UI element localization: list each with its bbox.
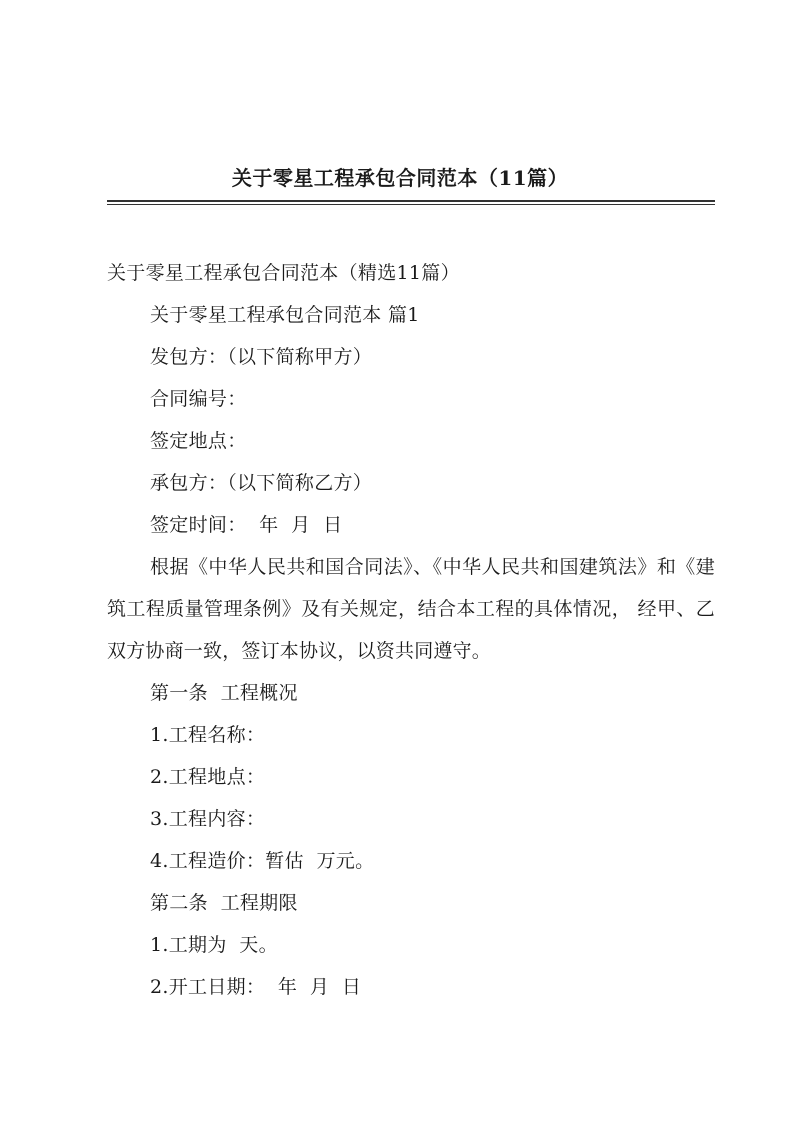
document-subtitle: 关于零星工程承包合同范本（精选11篇）: [107, 262, 460, 284]
field-contractor: 承包方：（以下简称乙方）: [150, 472, 373, 494]
article1-heading: 第一条 工程概况: [150, 682, 298, 704]
field-signing-place: 签定地点：: [150, 430, 247, 452]
section-heading: 关于零星工程承包合同范本 篇1: [150, 304, 420, 326]
article1-item-name: 1.工程名称：: [150, 724, 266, 746]
intro-paragraph: 根据《中华人民共和国合同法》、《中华人民共和国建筑法》和《建筑工程质量管理条例》及有关规定，结合本工程的具体情况， 经甲、乙双方协商一致，签订本协议，以资共同遵守。: [107, 556, 715, 662]
title-divider: [107, 200, 715, 205]
article1-item-cost: 4.工程造价：暂估 万元。: [150, 850, 375, 872]
document-body: [107, 252, 715, 1008]
article1-item-location: 2.工程地点：: [150, 766, 266, 788]
document-title: 关于零星工程承包合同范本（11篇）: [231, 166, 569, 190]
article2-item-start-date: 2.开工日期： 年 月 日: [150, 976, 362, 998]
article2-heading: 第二条 工程期限: [150, 892, 298, 914]
article1-item-content: 3.工程内容：: [150, 808, 266, 830]
article2-item-duration: 1.工期为 天。: [150, 934, 278, 956]
field-signing-date: 签定时间： 年 月 日: [150, 514, 343, 536]
field-employer: 发包方：（以下简称甲方）: [150, 346, 373, 368]
field-contract-number: 合同编号：: [150, 388, 247, 410]
